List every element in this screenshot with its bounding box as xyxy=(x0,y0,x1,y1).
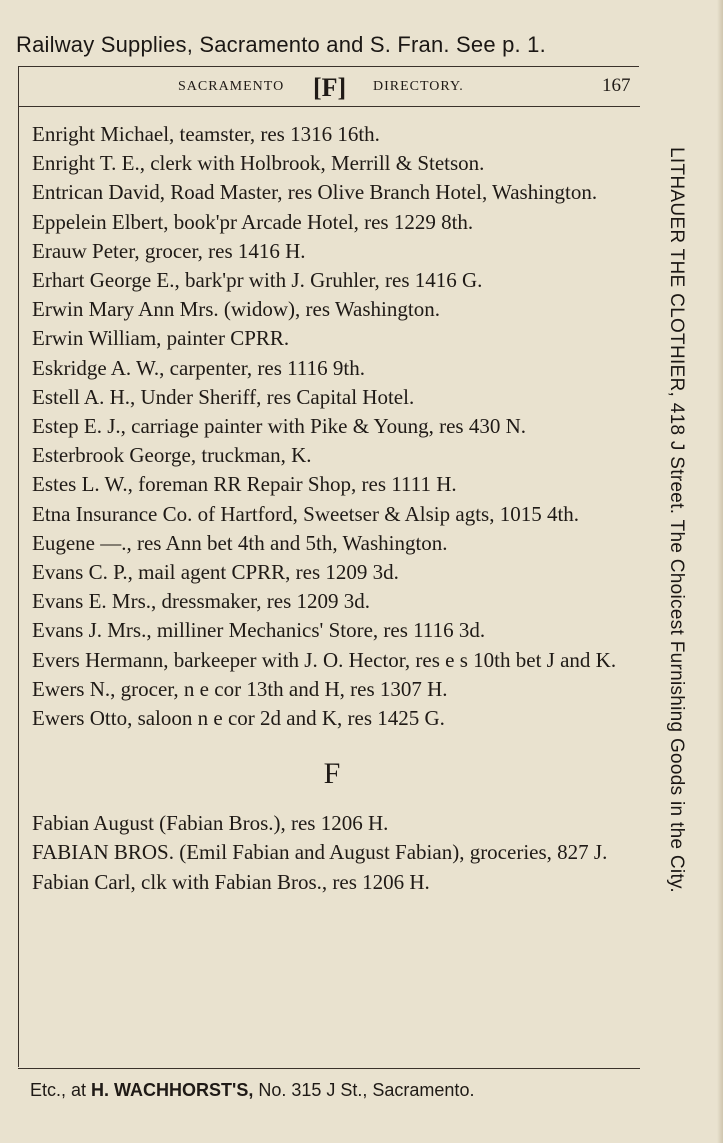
directory-entry: Estes L. W., foreman RR Repair Shop, res 1111 H. xyxy=(32,472,457,497)
side-advertisement: LITHAUER THE CLOTHIER, 418 J Street. The Choicest Furnishing Goods in the City. xyxy=(666,147,687,893)
directory-entry: Evans E. Mrs., dressmaker, res 1209 3d. xyxy=(32,589,371,614)
directory-entry: Esterbrook George, truckman, K. xyxy=(32,443,312,468)
directory-entry: Eskridge A. W., carpenter, res 1116 9th. xyxy=(32,355,365,380)
directory-listing xyxy=(32,120,632,897)
section-heading: F xyxy=(323,757,341,791)
directory-entry: Erauw Peter, grocer, res 1416 H. xyxy=(32,238,306,263)
directory-entry: Eppelein Elbert, book'pr Arcade Hotel, res 1229 8th. xyxy=(32,209,474,234)
directory-entry: Estep E. J., carriage painter with Pike & Young, res 430 N. xyxy=(32,414,527,439)
footer-rule xyxy=(18,1068,640,1069)
directory-entry: Enright T. E., clerk with Holbrook, Merrill & Stetson. xyxy=(32,151,485,176)
page-edge-shadow xyxy=(717,0,723,1143)
directory-entry: Entrican David, Road Master, res Olive Branch Hotel, Washington. xyxy=(32,180,598,205)
header-left: SACRAMENTO xyxy=(178,79,285,94)
header-letter: [F] xyxy=(313,73,347,102)
directory-entry: Erwin Mary Ann Mrs. (widow), res Washington. xyxy=(32,297,440,322)
directory-entry: Erwin William, painter CPRR. xyxy=(32,326,290,351)
page-number: 167 xyxy=(602,75,631,96)
bottom-advertisement xyxy=(30,1080,474,1101)
bottom-ad-name: H. WACHHORST'S, xyxy=(91,1080,254,1100)
directory-entry: Fabian August (Fabian Bros.), res 1206 H. xyxy=(32,811,389,836)
directory-entry: Eugene —., res Ann bet 4th and 5th, Washington. xyxy=(32,530,448,555)
directory-entry: Enright Michael, teamster, res 1316 16th. xyxy=(32,122,380,146)
running-header xyxy=(18,73,640,107)
directory-entry: Ewers N., grocer, n e cor 13th and H, res 1307 H. xyxy=(32,676,448,701)
directory-entry: Evans J. Mrs., milliner Mechanics' Store, res 1116 3d. xyxy=(32,618,486,643)
header-rule xyxy=(18,106,640,107)
directory-entry: FABIAN BROS. (Emil Fabian and August Fabian), groceries, 827 J. xyxy=(32,840,608,865)
directory-entry: Ewers Otto, saloon n e cor 2d and K, res 1425 G. xyxy=(32,706,445,731)
directory-entry: Erhart George E., bark'pr with J. Gruhler, res 1416 G. xyxy=(32,268,483,293)
bottom-ad-suffix: No. 315 J St., Sacramento. xyxy=(258,1080,475,1100)
directory-entry: Evans C. P., mail agent CPRR, res 1209 3d. xyxy=(32,560,399,585)
directory-entry: Estell A. H., Under Sheriff, res Capital Hotel. xyxy=(32,384,415,409)
directory-entry: Etna Insurance Co. of Hartford, Sweetser & Alsip agts, 1015 4th. xyxy=(32,501,580,526)
directory-entry: Evers Hermann, barkeeper with J. O. Hector, res e s 10th bet J and K. xyxy=(32,647,617,672)
bottom-ad-prefix: Etc., at xyxy=(30,1080,87,1100)
top-advertisement: Railway Supplies, Sacramento and S. Fran. See p. 1. xyxy=(16,32,546,57)
directory-entry: Fabian Carl, clk with Fabian Bros., res 1206 H. xyxy=(32,869,430,894)
header-right: DIRECTORY. xyxy=(373,79,464,94)
